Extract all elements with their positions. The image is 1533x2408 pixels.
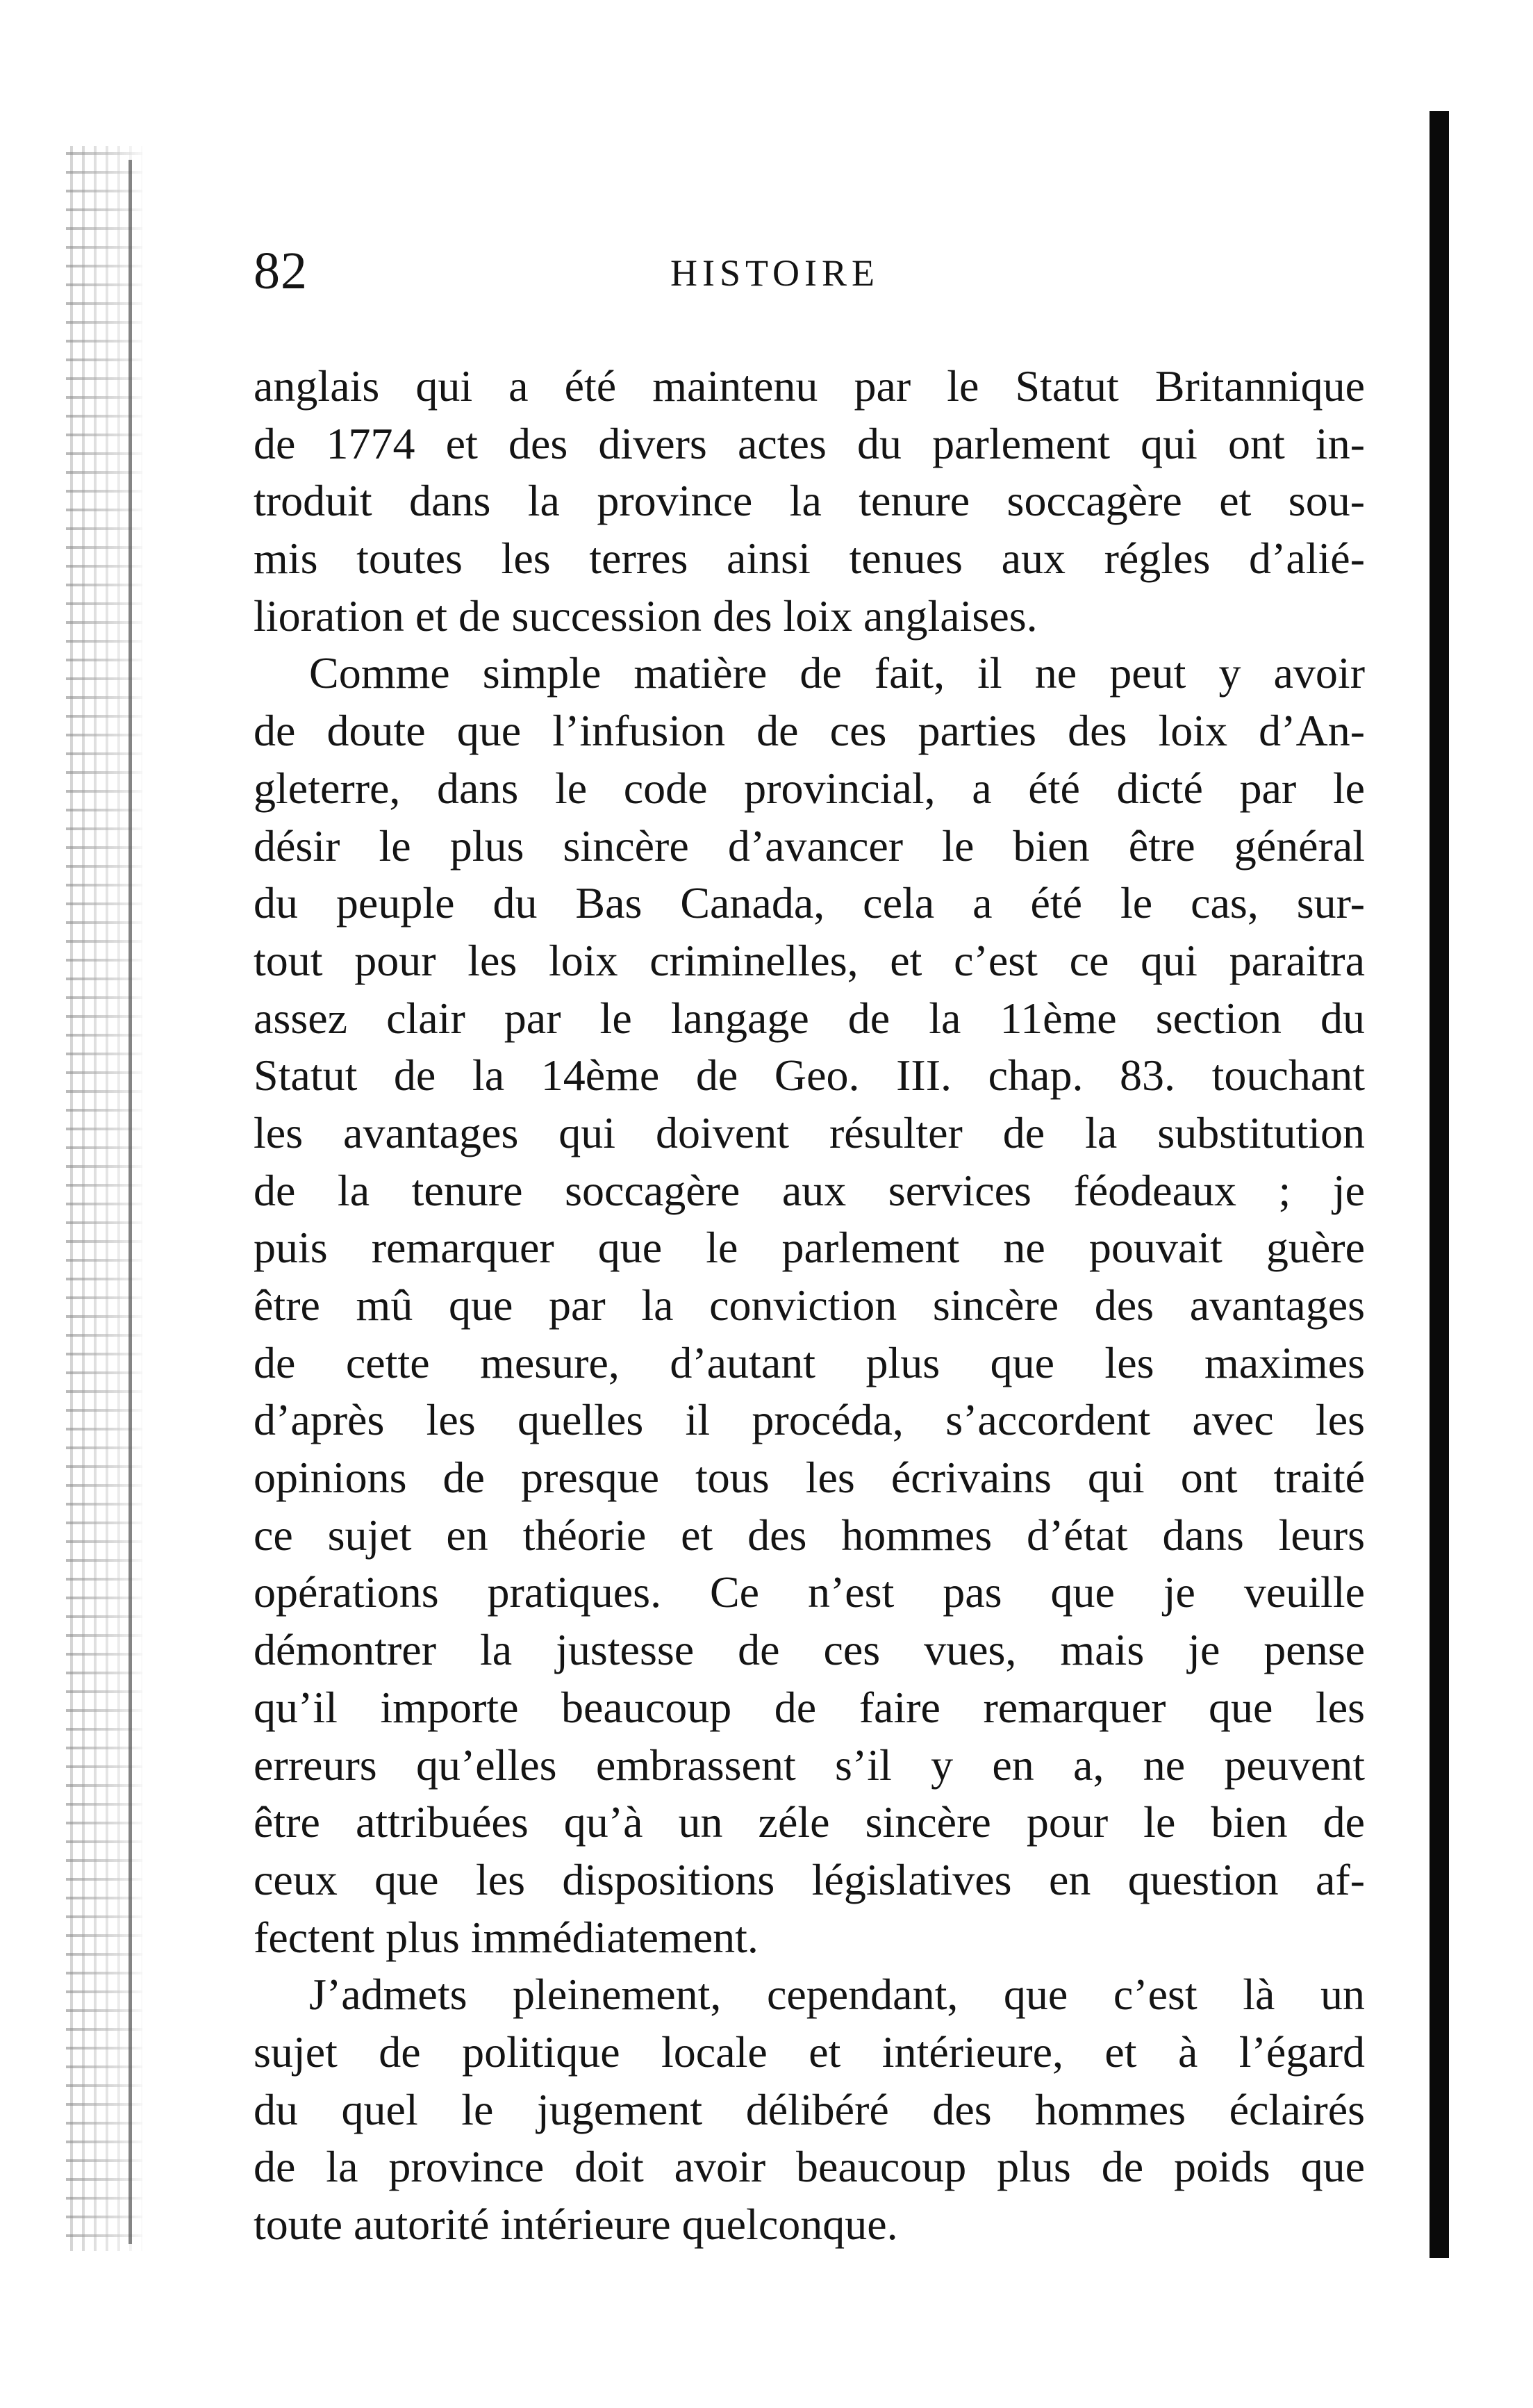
text-line: toute autorité intérieure quelconque.	[254, 2200, 898, 2249]
text-line: Comme simple matière de fait, il ne peut y avoir	[309, 648, 1365, 698]
text-line: Statut de la 14ème de Geo. III. chap. 83. touchant	[254, 1050, 1365, 1100]
text-line: mis toutes les terres ainsi tenues aux régles d’alié-	[254, 534, 1365, 584]
running-title: HISTOIRE	[670, 252, 880, 294]
text-line: désir le plus sincère d’avancer le bien être général	[254, 820, 1365, 871]
text-line: de doute que l’infusion de ces parties des loix d’An-	[254, 706, 1365, 756]
text-line: anglais qui a été maintenu par le Statut Britannique	[254, 361, 1365, 411]
text-line: d’après les quelles il procéda, s’accordent avec les	[254, 1395, 1365, 1445]
text-line: de cette mesure, d’autant plus que les maximes	[254, 1337, 1365, 1387]
text-line: troduit dans la province la tenure soccagère et sou-	[254, 476, 1365, 526]
text-line: les avantages qui doivent résulter de la substitution	[254, 1107, 1365, 1157]
text-line: de la province doit avoir beaucoup plus de poids que	[254, 2142, 1365, 2192]
text-line: lioration et de succession des loix anglaises.	[254, 591, 1038, 641]
text-line: ce sujet en théorie et des hommes d’état dans leurs	[254, 1510, 1365, 1560]
text-line: J’admets pleinement, cependant, que c’est là un	[309, 1970, 1365, 2020]
body-text	[254, 358, 1365, 2254]
text-line: ceux que les dispositions législatives en question af-	[254, 1854, 1365, 1904]
page-header	[254, 240, 1365, 302]
text-line: assez clair par le langage de la 11ème section du	[254, 993, 1365, 1043]
text-line: du quel le jugement délibéré des hommes éclairés	[254, 2084, 1365, 2134]
text-line: erreurs qu’elles embrassent s’il y en a, ne peuvent	[254, 1740, 1365, 1790]
text-line: puis remarquer que le parlement ne pouvait guère	[254, 1223, 1365, 1273]
text-line: sujet de politique locale et intérieure, et à l’égard	[254, 2027, 1365, 2077]
text-line: tout pour les loix criminelles, et c’est ce qui paraitra	[254, 935, 1365, 985]
text-line: opinions de presque tous les écrivains qui ont traité	[254, 1453, 1365, 1503]
text-line: démontrer la justesse de ces vues, mais je pense	[254, 1625, 1365, 1675]
text-line: être mû que par la conviction sincère des avantages	[254, 1280, 1365, 1330]
binding-edge-line	[129, 160, 132, 2244]
text-line: du peuple du Bas Canada, cela a été le cas, sur-	[254, 878, 1365, 928]
text-line: fectent plus immédiatement.	[254, 1912, 759, 1962]
text-line: de la tenure soccagère aux services féodeaux ; je	[254, 1165, 1365, 1215]
text-line: opérations pratiques. Ce n’est pas que je veuille	[254, 1567, 1365, 1617]
page-right-edge-shadow	[1430, 111, 1449, 2258]
text-line: de 1774 et des divers actes du parlement qui ont in-	[254, 418, 1365, 468]
text-line: gleterre, dans le code provincial, a été dicté par le	[254, 763, 1365, 813]
page-number: 82	[254, 242, 308, 300]
text-line: être attribuées qu’à un zéle sincère pour le bien de	[254, 1797, 1365, 1847]
text-line: qu’il importe beaucoup de faire remarquer que les	[254, 1682, 1365, 1732]
